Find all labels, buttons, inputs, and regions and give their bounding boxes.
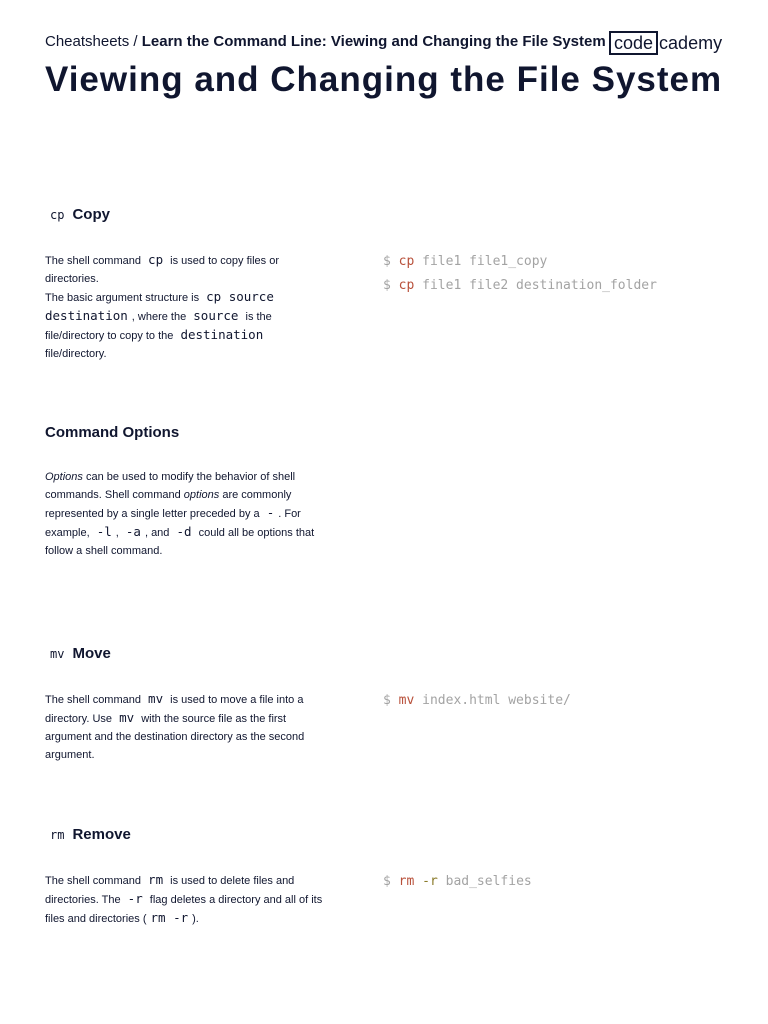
section-title-copy: Copy [72, 206, 110, 223]
text: . For example, [45, 508, 301, 539]
copy-description [45, 251, 305, 363]
code-args: file1 file1_copy [414, 254, 548, 269]
code-keyword: cp [398, 254, 415, 269]
text: could all be options that follow a shell command. [45, 527, 315, 557]
code-args: bad_selfies [437, 874, 532, 889]
move-description [45, 690, 320, 764]
remove-description [45, 871, 335, 928]
section-cmd-cp: cp [50, 208, 65, 222]
section-heading-copy [45, 206, 110, 223]
section-cmd-rm: rm [50, 828, 65, 842]
inline-code: -l [96, 524, 112, 539]
text: , and [144, 527, 173, 539]
text: file/directory. [45, 348, 107, 360]
text: is the file/directory to copy to the [45, 311, 272, 342]
text: with the source file as the first argument and the destination directory as the second argument. [45, 713, 305, 761]
text: The shell command [45, 875, 145, 887]
inline-code: cp [148, 252, 164, 267]
code-line-rm [383, 874, 532, 889]
code-line-cp-1 [383, 254, 547, 269]
code-prompt: $ [383, 874, 399, 889]
inline-code: source [193, 308, 239, 323]
section-heading-options [45, 424, 179, 441]
text: can be used to modify the behavior of shell commands. Shell command [45, 471, 296, 501]
inline-code: rm -r [150, 910, 189, 925]
text: is used to copy files or directories. [45, 255, 279, 285]
inline-code: -d [176, 524, 192, 539]
text: , where the [131, 311, 190, 323]
inline-code: rm [148, 872, 164, 887]
inline-code: - [266, 505, 275, 520]
section-title-options: Command Options [45, 424, 180, 441]
text: The basic argument structure is [45, 292, 203, 304]
logo-boxed-text: code [609, 31, 658, 55]
code-flag: -r [414, 874, 438, 889]
text: ). [192, 913, 199, 925]
code-line-cp-2 [383, 278, 657, 293]
code-args: file1 file2 destination_folder [414, 278, 657, 293]
options-description [45, 468, 325, 560]
section-heading-move [45, 645, 111, 662]
section-cmd-mv: mv [50, 647, 65, 661]
inline-code: mv [148, 691, 164, 706]
codecademy-logo[interactable] [609, 31, 722, 55]
section-title-move: Move [72, 645, 111, 662]
code-line-mv [383, 693, 571, 708]
inline-code: mv [119, 710, 135, 725]
emphasis: options [183, 489, 220, 501]
code-args: index.html website/ [414, 693, 571, 708]
text: , [115, 527, 122, 539]
code-prompt: $ [383, 254, 399, 269]
breadcrumb-link-cheatsheets[interactable]: Cheatsheets [45, 33, 130, 50]
inline-code: cp source destination [45, 289, 274, 323]
text: flag deletes a directory and all of its files and directories ( [45, 894, 323, 925]
text: The shell command [45, 694, 145, 706]
page-title: Viewing and Changing the File System [45, 60, 723, 99]
inline-code: -a [125, 524, 141, 539]
emphasis: Options [45, 471, 83, 483]
code-prompt: $ [383, 693, 399, 708]
logo-rest-text: cademy [659, 33, 723, 53]
code-prompt: $ [383, 278, 399, 293]
text: The shell command [45, 255, 145, 267]
code-keyword: cp [398, 278, 415, 293]
code-keyword: rm [398, 874, 415, 889]
breadcrumb-separator: / [129, 33, 142, 50]
text: is used to move a file into a directory. Use [45, 694, 304, 725]
breadcrumb-current: Learn the Command Line: Viewing and Changing the File System [141, 33, 606, 50]
section-heading-remove [45, 826, 131, 843]
section-title-remove: Remove [72, 826, 131, 843]
text: is used to delete files and directories. The [45, 875, 295, 906]
inline-code: -r [127, 891, 143, 906]
inline-code: destination [180, 327, 264, 342]
code-keyword: mv [398, 693, 415, 708]
breadcrumb [45, 33, 606, 50]
text: are commonly represented by a single letter preceded by a [45, 489, 292, 520]
